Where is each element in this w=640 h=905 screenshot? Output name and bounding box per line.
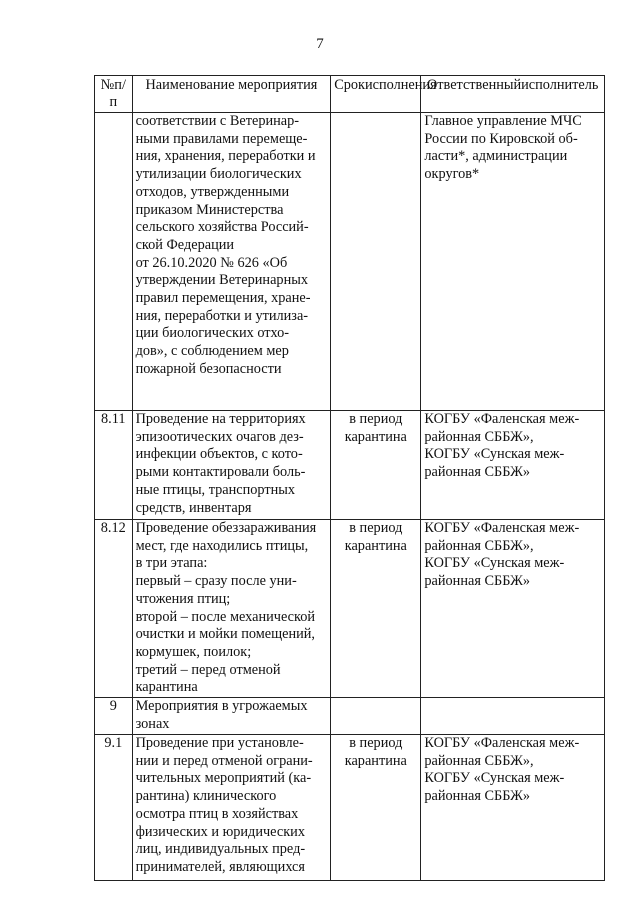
cell-text-line: районная СББЖ»,: [424, 428, 534, 445]
header-term: [331, 76, 437, 113]
cell-text-line: в три этапа:: [135, 555, 208, 572]
cell-text-line: ции биологических отхо-: [135, 325, 290, 342]
measures-table: [94, 75, 605, 881]
cell-text-line: утилизации биологических: [135, 166, 302, 183]
cell-responsible: [421, 113, 605, 411]
cell-responsible: [421, 520, 605, 698]
cell-text-line: приказом Министерства: [135, 201, 284, 218]
table-header-row: [95, 76, 605, 113]
cell-text-line: эпизоотических очагов дез-: [135, 428, 304, 445]
cell-text-line: принимателей, являющихся: [135, 858, 305, 875]
cell-text-line: карантина: [344, 537, 407, 554]
cell-name: [132, 698, 331, 735]
cell-text-line: инфекции объектов, с кото-: [135, 446, 303, 463]
table-row: [95, 735, 605, 881]
cell-text-line: в период: [349, 411, 403, 427]
cell-text-line: Срок: [334, 77, 365, 93]
header-num: [95, 76, 133, 113]
cell-text-line: карантина: [135, 679, 198, 696]
cell-text-line: кормушек, поилок;: [135, 643, 252, 660]
table-row: [95, 113, 605, 411]
cell-text-line: осмотра птиц в хозяйствах: [135, 805, 299, 822]
cell-text-line: правил перемещения, хране-: [135, 290, 311, 307]
cell-num: 8.12: [95, 520, 133, 698]
cell-text-line: физических и юридических: [135, 823, 305, 840]
cell-text-line: п/п: [109, 77, 126, 110]
cell-text-line: рантина) клинического: [135, 788, 277, 805]
table-row: [95, 520, 605, 698]
cell-text-line: ласти*, администрации: [424, 148, 568, 165]
cell-text-line: третий – перед отменой: [135, 661, 281, 678]
table-row: [95, 698, 605, 735]
cell-text-line: мест, где находились птицы,: [135, 537, 309, 554]
cell-text-line: рыми контактировали боль-: [135, 464, 306, 481]
cell-text-line: лиц, индивидуальных пред-: [135, 841, 306, 858]
cell-text-line: сельского хозяйства Россий-: [135, 219, 309, 236]
cell-responsible: [421, 698, 605, 735]
cell-text-line: ными правилами перемеще-: [135, 130, 308, 147]
cell-text-line: исполнения: [364, 77, 437, 93]
cell-text-line: чтожения птиц;: [135, 590, 231, 607]
cell-text-line: КОГБУ «Сунская меж-: [424, 770, 565, 787]
cell-text-line: чительных мероприятий (ка-: [135, 770, 312, 787]
cell-num: 8.11: [95, 411, 133, 520]
cell-text-line: ния, хранения, переработки и: [135, 148, 316, 165]
cell-text-line: нии и перед отменой ограни-: [135, 752, 313, 769]
cell-text-line: ные птицы, транспортных: [135, 481, 296, 498]
cell-name: [132, 411, 331, 520]
cell-term: [331, 520, 421, 698]
cell-text-line: Наименование мероприятия: [145, 77, 318, 93]
cell-text-line: Ответственный: [426, 77, 522, 93]
cell-text-line: Проведение обеззараживания: [135, 520, 317, 536]
cell-text-line: утверждении Ветеринарных: [135, 272, 308, 289]
cell-text-line: Проведение на территориях: [135, 411, 306, 427]
cell-num: [95, 113, 133, 411]
cell-term: [331, 113, 421, 411]
cell-text-line: районная СББЖ»,: [424, 537, 534, 554]
cell-name: [132, 520, 331, 698]
cell-text-line: соответствии с Ветеринар-: [135, 113, 300, 129]
cell-text-line: КОГБУ «Сунская меж-: [424, 446, 565, 463]
cell-term: [331, 735, 421, 881]
cell-text-line: в период: [349, 520, 403, 536]
cell-text-line: второй – после механической: [135, 608, 316, 625]
cell-text-line: от 26.10.2020 № 626 «Об: [135, 254, 288, 271]
cell-text-line: карантина: [344, 428, 407, 445]
header-name: [132, 76, 331, 113]
cell-text-line: Проведение при установле-: [135, 735, 304, 752]
cell-term: [331, 698, 421, 735]
cell-text-line: районная СББЖ»: [424, 788, 531, 805]
cell-num: 9.1: [95, 735, 133, 881]
cell-text-line: КОГБУ «Фаленская меж-: [424, 735, 580, 752]
cell-text-line: Главное управление МЧС: [424, 113, 582, 129]
cell-term: [331, 411, 421, 520]
cell-name: [132, 735, 331, 881]
cell-text-line: КОГБУ «Фаленская меж-: [424, 520, 580, 536]
cell-text-line: зонах: [135, 715, 170, 732]
cell-name: [132, 113, 331, 411]
cell-text-line: средств, инвентаря: [135, 499, 252, 516]
header-responsible: [421, 76, 605, 113]
cell-text-line: ния, переработки и утилиза-: [135, 307, 309, 324]
cell-text-line: КОГБУ «Сунская меж-: [424, 555, 565, 572]
cell-text-line: районная СББЖ»: [424, 573, 531, 590]
cell-text-line: первый – сразу после уни-: [135, 573, 297, 590]
cell-text-line: дов», с соблюдением мер: [135, 343, 289, 360]
cell-responsible: [421, 411, 605, 520]
cell-text-line: отходов, утвержденными: [135, 183, 290, 200]
cell-text-line: карантина: [344, 752, 407, 769]
cell-text-line: пожарной безопасности: [135, 360, 282, 377]
cell-text-line: районная СББЖ»: [424, 464, 531, 481]
cell-text-line: исполнитель: [521, 77, 599, 93]
table-row: [95, 411, 605, 520]
cell-text-line: №: [100, 77, 115, 93]
cell-responsible: [421, 735, 605, 881]
cell-text-line: очистки и мойки помещений,: [135, 626, 316, 643]
cell-text-line: Мероприятия в угрожаемых: [135, 698, 308, 715]
cell-text-line: районная СББЖ»,: [424, 752, 534, 769]
cell-num: 9: [95, 698, 133, 735]
cell-text-line: в период: [349, 735, 403, 752]
cell-text-line: КОГБУ «Фаленская меж-: [424, 411, 580, 427]
cell-text-line: России по Кировской об-: [424, 130, 578, 147]
page-number: 7: [316, 36, 324, 52]
cell-text-line: ской Федерации: [135, 236, 235, 253]
cell-text-line: округов*: [424, 166, 480, 183]
